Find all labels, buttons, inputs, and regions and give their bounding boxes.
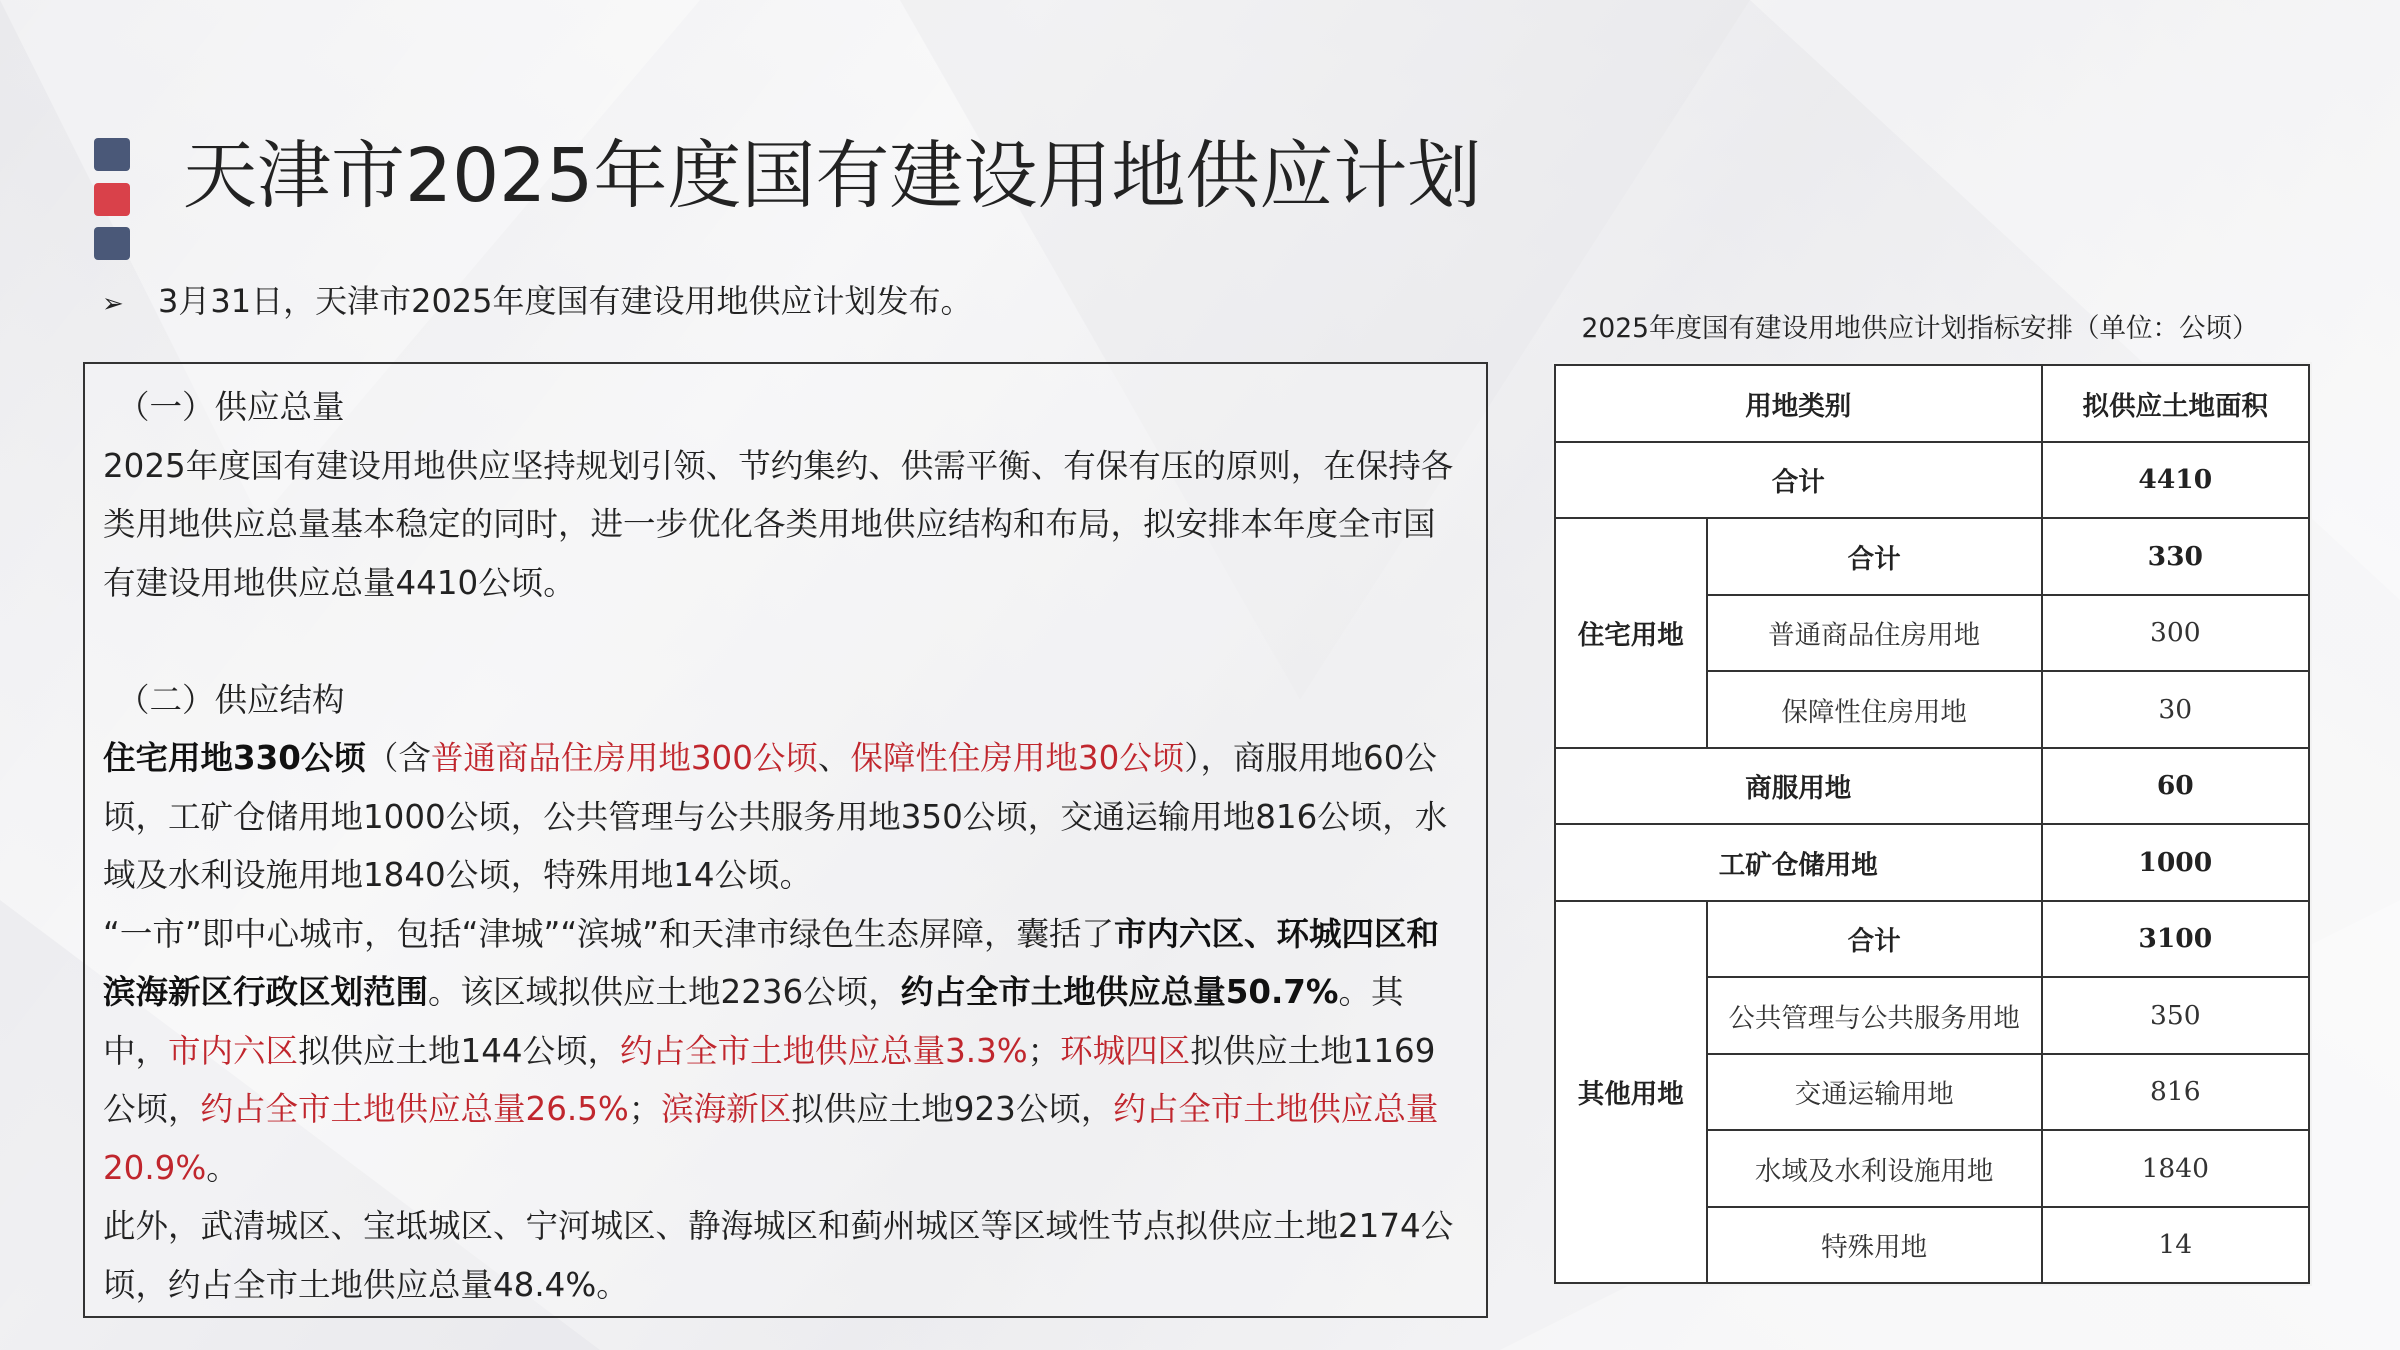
row-label: 特殊用地 (1707, 1207, 2042, 1284)
row-value: 14 (2042, 1207, 2309, 1284)
affordable-housing-highlight: 保障性住房用地30公顷 (850, 739, 1185, 777)
row-label: 交通运输用地 (1707, 1054, 2042, 1131)
commercial-label: 商服用地 (1555, 748, 2042, 825)
policy-text-box (83, 362, 1488, 1318)
other-category-label: 其他用地 (1555, 901, 1707, 1284)
text-fragment: 、 (817, 739, 851, 777)
row-label: 水域及水利设施用地 (1707, 1130, 2042, 1207)
six-districts-highlight: 市内六区 (168, 1031, 299, 1070)
residential-total-text: 住宅用地330公顷 (103, 739, 366, 777)
title-marker-middle (94, 183, 130, 216)
text-fragment: 。其中， (103, 973, 1404, 1070)
binhai-highlight: 滨海新区 (661, 1090, 792, 1128)
text-fragment: 拟供应土地144公顷， (298, 1031, 621, 1070)
row-value: 30 (2042, 671, 2309, 748)
binhai-share-highlight: 约占全市土地供应总量20.9% (103, 1090, 1439, 1187)
row-label: 普通商品住房用地 (1707, 595, 2042, 672)
text-fragment: ），商服用地60公顷，工矿仓储用地1000公顷，公共管理与公共服务用地350公顷，交通运输用地816公顷，水域及水利设施用地1840公顷，特殊用地14公顷。 (103, 739, 1448, 894)
column-header-area: 拟供应土地面积 (2042, 365, 2309, 442)
text-fragment: 。 (206, 1148, 239, 1187)
ring-districts-share-highlight: 约占全市土地供应总量26.5% (200, 1090, 629, 1128)
table-row (1555, 442, 2309, 519)
arrow-bullet-icon: ➢ (102, 289, 124, 319)
row-value: 350 (2042, 977, 2309, 1054)
supply-structure-paragraph (103, 729, 1462, 905)
section-heading-supply-total: （一）供应总量 (117, 388, 345, 426)
industrial-value: 1000 (2042, 824, 2309, 901)
release-note (102, 280, 973, 325)
other-subtotal-value: 3100 (2042, 901, 2309, 978)
page-title: 天津市2025年度国有建设用地供应计划 (183, 133, 1482, 219)
ring-districts-highlight: 环城四区 (1060, 1031, 1191, 1070)
central-city-paragraph (103, 905, 1462, 1198)
table-row (1555, 824, 2309, 901)
industrial-label: 工矿仓储用地 (1555, 824, 2042, 901)
column-header-category: 用地类别 (1555, 365, 2042, 442)
other-subtotal-label: 合计 (1707, 901, 2042, 978)
row-label: 公共管理与公共服务用地 (1707, 977, 2042, 1054)
text-fragment: 拟供应土地923公顷， (791, 1090, 1114, 1128)
land-supply-table (1554, 364, 2310, 1284)
text-fragment: 。该区域拟供应土地2236公顷， (428, 973, 901, 1011)
district-scope-bold: 市内六区、环城四区和滨海新区行政区划范围 (103, 914, 1440, 1011)
spacer (103, 612, 1462, 671)
six-districts-share-highlight: 约占全市土地供应总量3.3% (620, 1031, 1028, 1070)
title-marker-bottom (94, 227, 130, 260)
row-value: 1840 (2042, 1130, 2309, 1207)
text-fragment: ； (628, 1090, 662, 1128)
regional-nodes-paragraph: 此外，武清城区、宝坻城区、宁河城区、静海城区和蓟州城区等区域性节点拟供应土地2174公顷，约占全市土地供应总量48.4%。 (103, 1207, 1454, 1304)
row-label: 保障性住房用地 (1707, 671, 2042, 748)
residential-subtotal-label: 合计 (1707, 518, 2042, 595)
central-share-bold: 约占全市土地供应总量50.7% (900, 973, 1339, 1011)
table-row (1555, 518, 2309, 595)
commercial-value: 60 (2042, 748, 2309, 825)
text-fragment: （含 (365, 739, 431, 777)
supply-total-paragraph: 2025年度国有建设用地供应坚持规划引领、节约集约、供需平衡、有保有压的原则，在保持各类用地供应总量基本稳定的同时，进一步优化各类用地供应结构和布局，拟安排本年度全市国有建设用地供应总量4410公顷。 (103, 446, 1454, 602)
text-fragment: ； (1027, 1031, 1061, 1070)
row-value: 816 (2042, 1054, 2309, 1131)
commercial-housing-highlight: 普通商品住房用地300公顷 (430, 739, 818, 777)
table-header-row (1555, 365, 2309, 442)
table-row (1555, 901, 2309, 978)
row-value: 300 (2042, 595, 2309, 672)
total-label: 合计 (1555, 442, 2042, 519)
table-row (1555, 748, 2309, 825)
total-value: 4410 (2042, 442, 2309, 519)
title-marker-top (94, 138, 130, 171)
residential-subtotal-value: 330 (2042, 518, 2309, 595)
release-note-text: 3月31日，天津市2025年度国有建设用地供应计划发布。 (158, 282, 973, 320)
text-fragment: “一市”即中心城市，包括“津城”“滨城”和天津市绿色生态屏障，囊括了 (103, 914, 1115, 953)
residential-category-label: 住宅用地 (1555, 518, 1707, 748)
text-fragment: 拟供应土地1169公顷， (103, 1031, 1436, 1128)
table-caption: 2025年度国有建设用地供应计划指标安排（单位：公顷） (1581, 313, 2259, 344)
section-heading-supply-structure: （二）供应结构 (117, 680, 345, 719)
